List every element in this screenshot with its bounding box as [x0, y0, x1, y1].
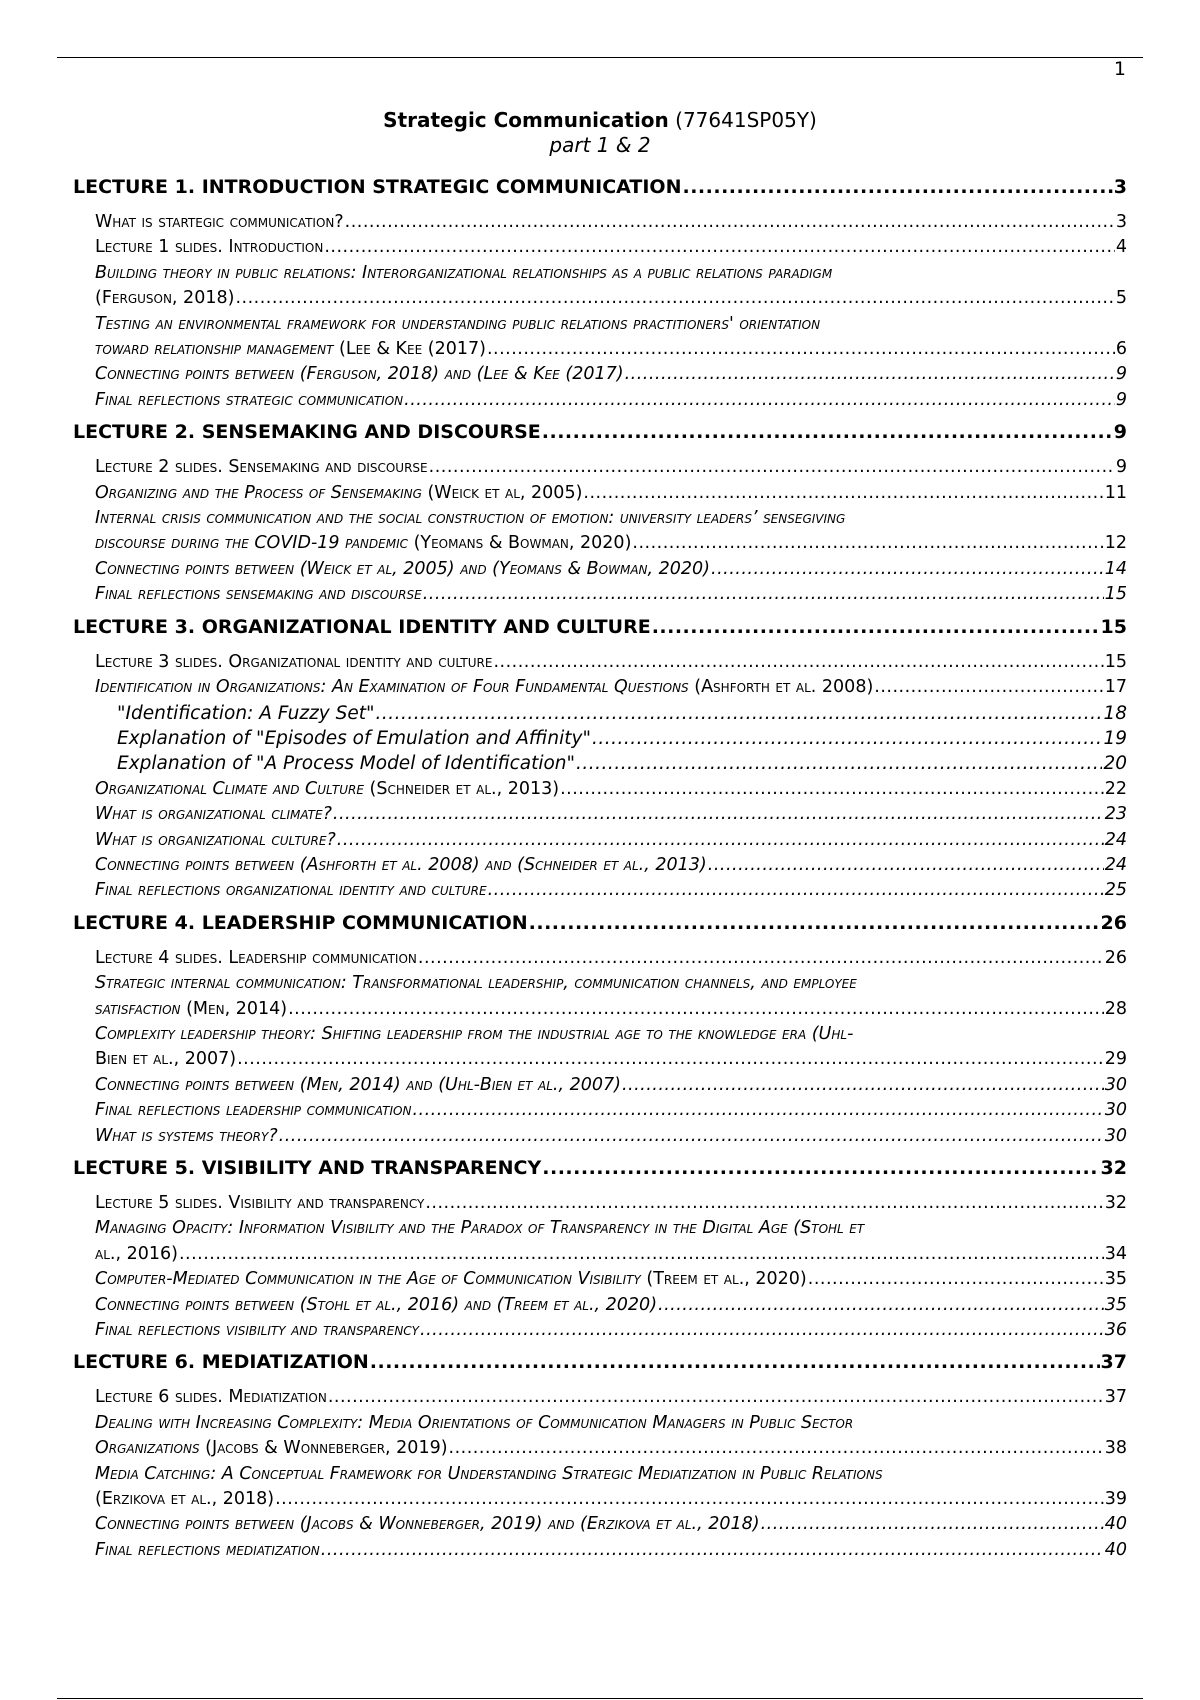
toc-entry[interactable]: satisfaction (Men, 2014) ..... 28	[73, 997, 1127, 1022]
toc-lecture-4[interactable]: LECTURE 4. LEADERSHIP COMMUNICATION ..... 26	[73, 910, 1127, 936]
toc-entry[interactable]: Connecting points between (Jacobs & Wonneberger, 2019) and (Erzikova et al., 2018) ..... 40	[73, 1512, 1127, 1537]
toc-entry[interactable]: Organizational Climate and Culture (Schneider et al., 2013) ..... 22	[73, 777, 1127, 802]
toc-lecture-2[interactable]: LECTURE 2. SENSEMAKING AND DISCOURSE ..... 9	[73, 419, 1127, 445]
toc-lecture-6[interactable]: LECTURE 6. MEDIATIZATION ..... 37	[73, 1349, 1127, 1375]
toc-lecture-5[interactable]: LECTURE 5. VISIBILITY AND TRANSPARENCY ..... 32	[73, 1155, 1127, 1181]
toc-lecture-3[interactable]: LECTURE 3. ORGANIZATIONAL IDENTITY AND CULTURE ..... 15	[73, 614, 1127, 640]
toc-entry[interactable]: What is systems theory? ..... 30	[73, 1124, 1127, 1149]
toc-entry[interactable]: Lecture 4 slides. Leadership communication ..... 26	[73, 946, 1127, 971]
toc-entry[interactable]: What is startegic communication? ..... 3	[73, 210, 1127, 235]
table-of-contents	[73, 174, 1127, 1563]
toc-subentry[interactable]: Explanation of "Episodes of Emulation and Affinity" ..... 19	[73, 726, 1127, 751]
page-number: 1	[1113, 58, 1126, 80]
toc-entry-line1[interactable]: Internal crisis communication and the social construction of emotion: university leaders’ sensegiving	[95, 508, 846, 529]
toc-entry[interactable]: Lecture 2 slides. Sensemaking and discourse ..... 9	[73, 455, 1127, 480]
toc-entry-line1[interactable]: Dealing with Increasing Complexity: Media Orientations of Communication Managers in Public Sector	[95, 1412, 854, 1433]
toc-entry-line1[interactable]: Testing an environmental framework for understanding public relations practitioners' orientation	[95, 313, 821, 334]
toc-entry[interactable]: Connecting points between (Ashforth et al. 2008) and (Schneider et al., 2013) ..... 24	[73, 853, 1127, 878]
toc-entry[interactable]: (Ferguson, 2018) ..... 5	[73, 286, 1127, 311]
footer-rule	[57, 1698, 1143, 1699]
toc-entry[interactable]: Final reflections strategic communication ..... 9	[73, 388, 1127, 413]
toc-entry[interactable]: Connecting points between (Ferguson, 2018) and (Lee & Kee (2017) ..... 9	[73, 362, 1127, 387]
toc-entry[interactable]: Lecture 3 slides. Organizational identity and culture ..... 15	[73, 650, 1127, 675]
toc-entry[interactable]: What is organizational climate? ..... 23	[73, 802, 1127, 827]
course-name: Strategic Communication	[383, 108, 669, 132]
document-title	[0, 108, 1200, 133]
toc-subentry[interactable]: Explanation of "A Process Model of Identification" ..... 20	[73, 751, 1127, 776]
toc-entry[interactable]: Final reflections sensemaking and discourse ..... 15	[73, 582, 1127, 607]
document-title-block	[0, 108, 1200, 158]
toc-entry[interactable]: Organizations (Jacobs & Wonneberger, 2019) ..... 38	[73, 1436, 1127, 1461]
toc-entry[interactable]: Bien et al., 2007) ..... 29	[73, 1047, 1127, 1072]
toc-entry-line1[interactable]: Media Catching: A Conceptual Framework for Understanding Strategic Mediatization in Public Relations	[95, 1463, 883, 1484]
toc-entry[interactable]: Connecting points between (Men, 2014) and (Uhl-Bien et al., 2007) ..... 30	[73, 1073, 1127, 1098]
toc-entry[interactable]: (Erzikova et al., 2018) ..... 39	[73, 1487, 1127, 1512]
toc-entry-line1[interactable]: Strategic internal communication: Transformational leadership, communication channels, and employee	[95, 973, 857, 994]
toc-entry[interactable]: Connecting points between (Stohl et al., 2016) and (Treem et al., 2020) ..... 35	[73, 1293, 1127, 1318]
toc-entry[interactable]: Lecture 6 slides. Mediatization ..... 37	[73, 1385, 1127, 1410]
toc-entry[interactable]: Lecture 1 slides. Introduction ..... 4	[73, 235, 1127, 260]
toc-subentry[interactable]: "Identification: A Fuzzy Set" ..... 18	[73, 701, 1127, 726]
toc-entry[interactable]: Computer-Mediated Communication in the Age of Communication Visibility (Treem et al., 2020) ..... 35	[73, 1267, 1127, 1292]
toc-lecture-1[interactable]: LECTURE 1. INTRODUCTION STRATEGIC COMMUNICATION ..... 3	[73, 174, 1127, 200]
toc-entry[interactable]: discourse during the COVID-19 pandemic (Yeomans & Bowman, 2020) ..... 12	[73, 531, 1127, 556]
course-code: (77641SP05Y)	[675, 108, 817, 132]
toc-entry[interactable]: Identification in Organizations: An Examination of Four Fundamental Questions (Ashforth et al. 2008) ..... 17	[73, 675, 1127, 700]
toc-entry[interactable]: Connecting points between (Weick et al, 2005) and (Yeomans & Bowman, 2020) ..... 14	[73, 557, 1127, 582]
toc-entry[interactable]: Final reflections organizational identity and culture ..... 25	[73, 878, 1127, 903]
toc-entry[interactable]: Organizing and the Process of Sensemaking (Weick et al, 2005) ..... 11	[73, 481, 1127, 506]
header-rule	[57, 57, 1143, 58]
toc-entry[interactable]: al., 2016) ..... 34	[73, 1242, 1127, 1267]
toc-entry[interactable]: Final reflections mediatization ..... 40	[73, 1538, 1127, 1563]
toc-entry-line1[interactable]: Building theory in public relations: Interorganizational relationships as a public relations paradigm	[95, 262, 833, 283]
toc-entry[interactable]: toward relationship management (Lee & Kee (2017) ..... 6	[73, 337, 1127, 362]
toc-entry[interactable]: Lecture 5 slides. Visibility and transparency ..... 32	[73, 1191, 1127, 1216]
toc-entry-line1[interactable]: Managing Opacity: Information Visibility and the Paradox of Transparency in the Digital Age (Stohl et	[95, 1218, 865, 1239]
toc-entry[interactable]: Final reflections leadership communication ..... 30	[73, 1098, 1127, 1123]
toc-entry[interactable]: What is organizational culture? ..... 24	[73, 828, 1127, 853]
document-subtitle: part 1 & 2	[549, 133, 651, 157]
toc-entry-line1[interactable]: Complexity leadership theory: Shifting leadership from the industrial age to the knowledge era (Uhl-	[95, 1023, 854, 1044]
toc-entry[interactable]: Final reflections visibility and transparency ..... 36	[73, 1318, 1127, 1343]
